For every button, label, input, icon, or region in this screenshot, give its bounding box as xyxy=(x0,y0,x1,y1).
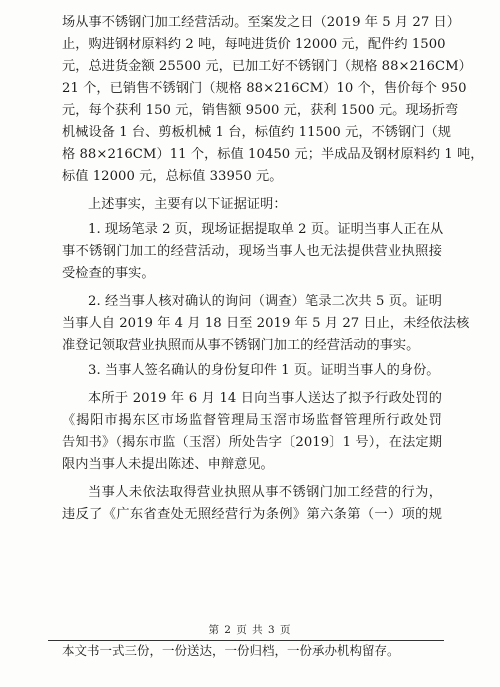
evidence-3: 3. 当事人签名确认的身份复印件 1 页。证明当事人的身份。 xyxy=(88,363,440,378)
evidence-1-line-3: 受检查的事实。 xyxy=(62,266,155,281)
evidence-2-line-1: 2. 经当事人核对确认的询问（调查）笔录二次共 5 页。证明 xyxy=(88,294,442,309)
facts-line-3: 元，总进货金额 25500 元，已加工好不锈钢门（规格 88×216CM） xyxy=(62,59,472,74)
facts-line-1: 场从事不锈钢门加工经营活动。至案发之日（2019 年 5 月 27 日） xyxy=(62,15,460,30)
document-body xyxy=(62,12,484,526)
footer-note: 本文书一式三份，一份送达，一份归档，一份承办机构留存。 xyxy=(62,643,400,658)
notice-line-1: 本所于 2019 年 6 月 14 日向当事人送达了拟予行政处罚的 xyxy=(88,391,442,406)
notice-line-2: 《揭阳市揭东区市场监督管理局玉滘市场监督管理所行政处罚 xyxy=(62,413,442,428)
evidence-intro: 上述事实，主要有以下证据证明： xyxy=(88,197,287,212)
footer-divider xyxy=(48,640,444,641)
facts-line-5: 元，每个获利 150 元，销售额 9500 元，获利 1500 元。现场折弯 xyxy=(62,103,459,118)
evidence-2-line-3: 准登记领取营业执照而从事不锈钢门加工的经营活动的事实。 xyxy=(62,338,420,353)
facts-line-2: 止，购进钢材原料约 2 吨，每吨进货价 12000 元，配件约 1500 xyxy=(62,37,446,52)
evidence-1-line-2: 事不锈钢门加工的经营活动，现场当事人也无法提供营业执照接 xyxy=(62,244,442,259)
evidence-2-line-2: 当事人自 2019 年 4 月 18 日至 2019 年 5 月 27 日止，未经依法核 xyxy=(62,316,470,331)
evidence-1-line-1: 1. 现场笔录 2 页，现场证据提取单 2 页。证明当事人正在从 xyxy=(88,222,444,237)
facts-line-4: 21 个，已销售不锈钢门（规格 88×216CM）10 个，售价每个 950 xyxy=(62,81,467,96)
violation-line-1: 当事人未依法取得营业执照从事不锈钢门加工经营的行为， xyxy=(88,485,442,500)
facts-line-8: 标值 12000 元，总标值 33950 元。 xyxy=(62,169,283,184)
notice-line-4: 限内当事人未提出陈述、申辩意见。 xyxy=(62,457,274,472)
notice-line-3: 告知书》（揭东市监（玉滘）所处告字〔2019〕1 号），在法定期 xyxy=(62,435,442,450)
page-number: 第 2 页 共 3 页 xyxy=(208,624,292,636)
facts-line-6: 机械设备 1 台、剪板机械 1 台，标值约 11500 元，不锈钢门（规 xyxy=(62,125,451,140)
facts-line-7: 格 88×216CM）11 个，标值 10450 元；半成品及钢材原料约 1 吨， xyxy=(62,147,484,162)
violation-line-2: 违反了《广东省查处无照经营行为条例》第六条第（一）项的规 xyxy=(62,507,442,522)
